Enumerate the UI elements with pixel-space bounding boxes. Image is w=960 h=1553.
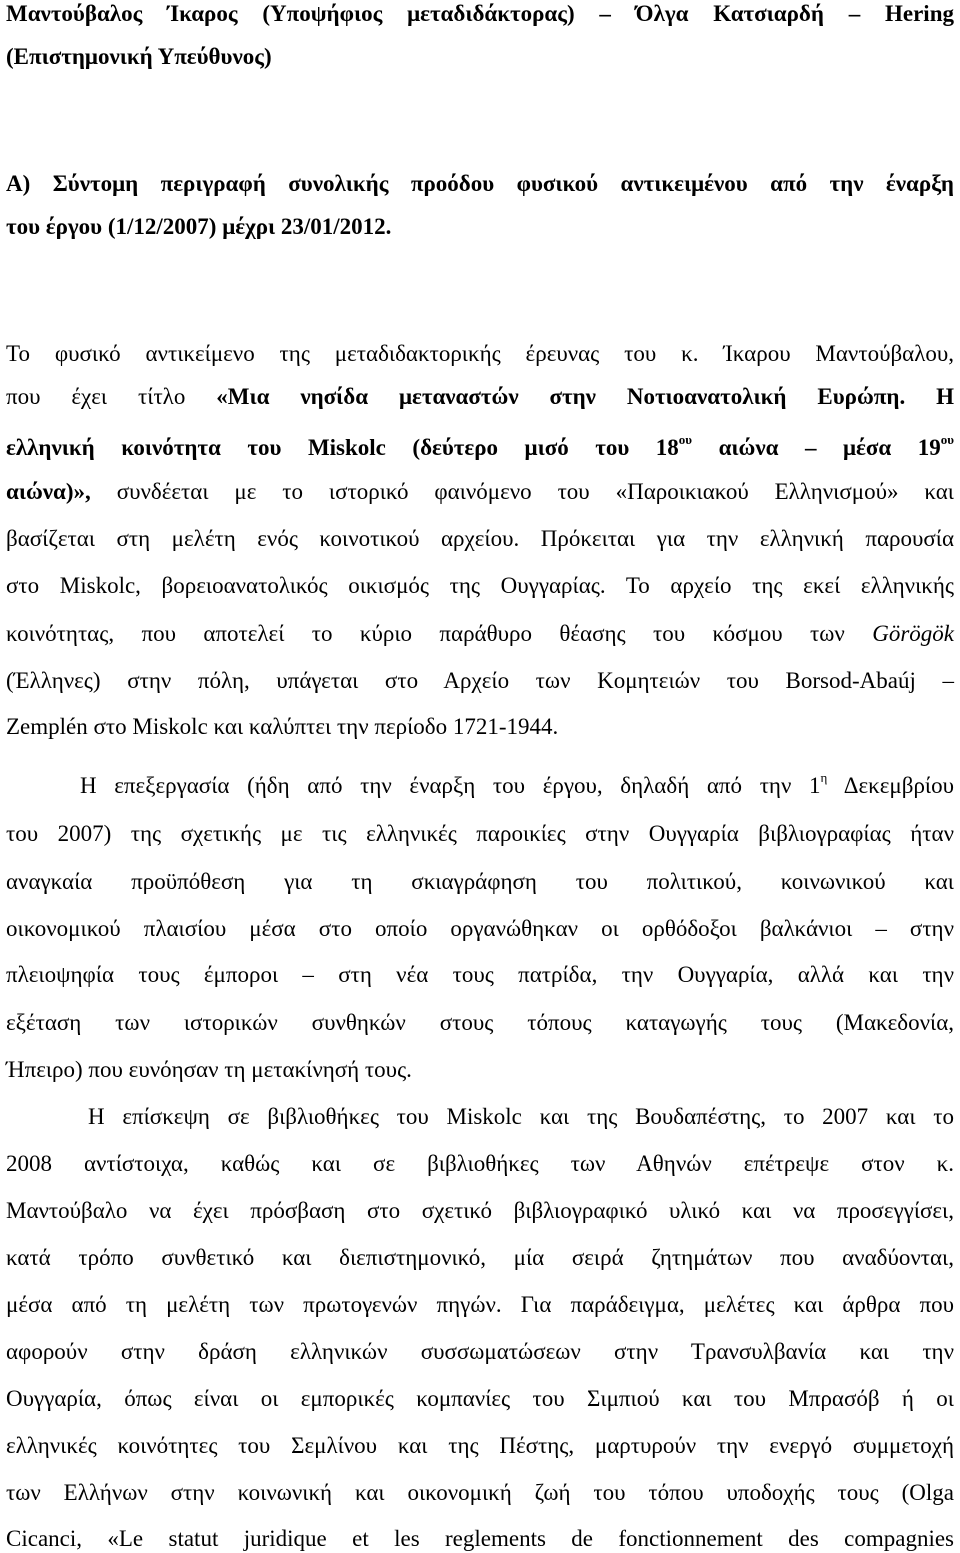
paragraph-1-line-8: (Έλληνες) στην πόλη, υπάγεται στο Αρχείο των Κομητειών του Borsod-Abaúj –: [6, 668, 954, 693]
text-run: συνδέεται με το ιστορικό φαινόμενο του «Παροικιακού Ελληνισμού» και: [90, 479, 954, 504]
project-title-cont: αιώνα – μέσα 19: [692, 435, 941, 460]
text-run: κοινότητας, που αποτελεί το κύριο παράθυρο θέασης του κόσμου των: [6, 621, 873, 646]
text-run: Η επεξεργασία (ήδη από την έναρξη του έργου, δηλαδή από την 1: [80, 773, 821, 798]
section-heading-2: του έργου (1/12/2007) μέχρι 23/01/2012.: [6, 214, 392, 239]
superscript: ου: [678, 432, 693, 447]
paragraph-1-line-4: [6, 478, 954, 506]
paragraph-1-line-1: Το φυσικό αντικείμενο της μεταδιδακτορικής έρευνας του κ. Ίκαρου Μαντούβαλου,: [6, 341, 954, 366]
paragraph-2-line-3: αναγκαία προϋπόθεση για τη σκιαγράφηση του πολιτικού, κοινωνικού και: [6, 869, 954, 894]
paragraph-2-line-7: Ήπειρο) που ευνόησαν τη μετακίνησή τους.: [6, 1057, 412, 1082]
paragraph-3-line-5: μέσα από τη μελέτη των πρωτογενών πηγών. Για παράδειγμα, μελέτες και άρθρα που: [6, 1292, 954, 1317]
paragraph-1-line-6: στο Miskolc, βορειοανατολικός οικισμός της Ουγγαρίας. Το αρχείο της εκεί ελληνικής: [6, 573, 954, 598]
paragraph-3-line-7: Ουγγαρία, όπως είναι οι εμπορικές κομπανίες του Σιμπιού και του Μπρασόβ ή οι: [6, 1386, 954, 1411]
author-line-2: (Επιστημονική Υπεύθυνος): [6, 44, 272, 69]
paragraph-1-line-5: βασίζεται στη μελέτη ενός κοινοτικού αρχείου. Πρόκειται για την ελληνική παρουσία: [6, 526, 954, 551]
paragraph-1-line-3: [6, 434, 954, 462]
author-line: Μαντούβαλος Ίκαρος (Υποψήφιος μεταδιδάκτορας) – Όλγα Κατσιαρδή – Hering: [6, 1, 954, 26]
paragraph-3-line-8: ελληνικές κοινότητες του Σεμλίνου και της Πέστης, μαρτυρούν την ενεργό συμμετοχή: [6, 1433, 954, 1458]
paragraph-2-line-5: πλειοψηφία τους έμποροι – στη νέα τους πατρίδα, την Ουγγαρία, αλλά και την: [6, 962, 954, 987]
paragraph-1-line-9: Zemplén στο Miskolc και καλύπτει την περίοδο 1721-1944.: [6, 714, 559, 739]
paragraph-3-line-1: Η επίσκεψη σε βιβλιοθήκες του Miskolc και της Βουδαπέστης, το 2007 και το: [88, 1104, 954, 1129]
project-title-end: αιώνα)»,: [6, 479, 91, 504]
paragraph-3-line-6: αφορούν στην δράση ελληνικών συσσωματώσεων στην Τρανσυλβανία και την: [6, 1339, 954, 1364]
superscript: ου: [940, 432, 954, 447]
paragraph-3-line-2: 2008 αντίστοιχα, καθώς και σε βιβλιοθήκες των Αθηνών επέτρεψε στον κ.: [6, 1151, 954, 1176]
paragraph-3-line-9: των Ελλήνων στην κοινωνική και οικονομική ζωή του τόπου υποδοχής τους (Olga: [6, 1480, 954, 1505]
paragraph-3-line-10: Cicanci, «Le statut juridique et les reglements de fonctionnement des compagnies: [6, 1526, 954, 1551]
section-heading: Α) Σύντομη περιγραφή συνολικής προόδου φυσικού αντικειμένου από την έναρξη: [6, 171, 954, 196]
paragraph-3-line-3: Μαντούβαλο να έχει πρόσβαση στο σχετικό βιβλιογραφικό υλικό και να προσεγγίσει,: [6, 1198, 954, 1223]
paragraph-1-line-2: [6, 383, 954, 411]
paragraph-2-line-4: οικονομικού πλαισίου μέσα στο οποίο οργανώθηκαν οι ορθόδοξοι βαλκάνιοι – στην: [6, 916, 954, 941]
project-title-cont: ελληνική κοινότητα του Miskolc (δεύτερο μισό του 18: [6, 435, 679, 460]
italic-term: Görögök: [872, 621, 954, 646]
paragraph-1-line-7: [6, 620, 954, 648]
paragraph-2-line-6: εξέταση των ιστορικών συνθηκών στους τόπους καταγωγής τους (Μακεδονία,: [6, 1010, 954, 1035]
text-run: που έχει τίτλο: [6, 384, 217, 409]
project-title: «Μια νησίδα μεταναστών στην Νοτιοανατολική Ευρώπη. Η: [216, 384, 954, 409]
paragraph-3-line-4: κατά τρόπο συνθετικό και διεπιστημονικό, μία σειρά ζητημάτων που αναδύονται,: [6, 1245, 954, 1270]
paragraph-2-line-2: του 2007) της σχετικής με τις ελληνικές παροικίες στην Ουγγαρία βιβλιογραφίας ήταν: [6, 821, 954, 846]
superscript: η: [820, 770, 828, 785]
paragraph-2-line-1: [80, 772, 954, 800]
text-run: Δεκεμβρίου: [827, 773, 954, 798]
